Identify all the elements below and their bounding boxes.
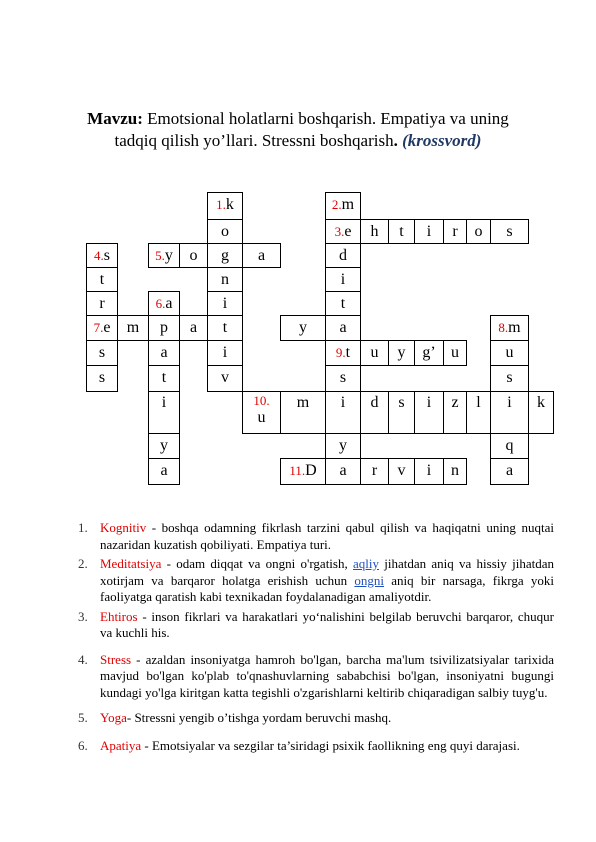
definitions-list	[78, 520, 555, 756]
cell-letter: y	[164, 247, 173, 264]
cell-letter: u	[451, 344, 459, 361]
crossword-cell	[148, 243, 180, 268]
cell-letter: u	[370, 344, 379, 361]
cell-letter: t	[340, 295, 346, 312]
cell-letter: d	[370, 394, 379, 411]
crossword-cell	[280, 391, 326, 434]
cell-letter: u	[505, 344, 514, 361]
crossword-cell	[414, 340, 444, 366]
cell-letter: r	[452, 223, 458, 240]
cell-letter: m	[341, 196, 355, 213]
crossword-cell	[148, 458, 180, 485]
cell-letter: o	[221, 223, 229, 240]
definition-term: Apatiya	[100, 737, 142, 753]
crossword-cell	[388, 391, 415, 434]
crossword-cell	[325, 291, 361, 316]
cell-letter: s	[103, 247, 110, 264]
crossword-cell	[148, 391, 180, 434]
definition-text: - boshqa odamning fikrlash tarzini qabul qilish va haqiqatni uning nuqtai nazaridan kuzatish qobiliyati. Empatiya turi.	[100, 520, 554, 552]
cell-letter: y	[299, 319, 307, 336]
crossword-cell	[388, 340, 415, 366]
cell-letter: g’	[422, 344, 436, 361]
definition-term: Ehtiros	[100, 608, 138, 624]
crossword-cell	[325, 458, 361, 485]
definition-text: jihatdan aniq va hissiy jihatdan xotirjam va barqaror holatga erishish uchun	[100, 556, 555, 588]
definition-term: Stress	[100, 651, 132, 667]
crossword-cell	[490, 433, 529, 459]
definition-number: 3.	[78, 608, 88, 624]
title-label: Mavzu:	[87, 109, 143, 128]
definition-item	[78, 520, 554, 553]
crossword-cell	[207, 192, 243, 220]
clue-number: 4.	[94, 248, 104, 263]
cell-letter: i	[426, 223, 432, 240]
cell-letter: o	[474, 223, 483, 240]
crossword-cell	[490, 391, 529, 434]
clue-number: 10.	[253, 393, 270, 408]
title-text-line2: tadqiq qilish yo’llari. Stressni boshqarish	[114, 131, 394, 150]
cell-letter: m	[126, 319, 140, 336]
cell-letter: t	[222, 319, 228, 336]
crossword-cell	[207, 365, 243, 392]
definition-item	[78, 556, 555, 606]
crossword-cell	[466, 391, 491, 434]
definition-number: 1.	[78, 520, 88, 535]
cell-letter: a	[160, 344, 168, 361]
cell-letter: D	[305, 462, 317, 479]
crossword-cell	[325, 365, 361, 392]
crossword-cell	[414, 219, 444, 244]
cell-letter: a	[339, 319, 347, 336]
crossword-cell	[388, 219, 415, 244]
cell-letter: n	[221, 271, 229, 288]
cell-letter: s	[339, 369, 347, 386]
cell-letter: y	[160, 437, 168, 454]
crossword-cell	[148, 433, 180, 459]
crossword-cell	[443, 219, 467, 244]
aqliy-link[interactable]: aqliy	[353, 556, 379, 571]
cell-letter: a	[160, 462, 168, 479]
crossword-cell	[207, 267, 243, 292]
definition-text: - inson fikrlari va harakatlari yo‘nalishini belgilab beruvchi barqaror, chuqur va kuchli his.	[100, 608, 554, 640]
definition-number: 6.	[78, 737, 88, 753]
crossword-cell	[148, 291, 180, 316]
crossword-cell	[414, 391, 444, 434]
crossword-cell	[179, 243, 208, 268]
crossword-cell	[490, 365, 529, 392]
definition-term: Meditatsiya	[100, 556, 162, 571]
crossword-cell	[148, 365, 180, 392]
definition-item	[78, 608, 554, 642]
cell-letter: a	[165, 295, 173, 312]
crossword-cell	[280, 315, 326, 341]
title-text-line1: Emotsional holatlarni boshqarish. Empatiya va uning	[147, 109, 509, 128]
crossword-cell	[360, 458, 389, 485]
clue-number: 8.	[498, 320, 509, 335]
cell-letter: n	[451, 462, 459, 479]
cell-letter: y	[339, 437, 347, 454]
cell-letter: q	[505, 437, 514, 454]
cell-letter: h	[370, 223, 379, 240]
crossword-cell	[86, 315, 118, 341]
clue-number: 7.	[93, 320, 104, 335]
cell-letter: r	[99, 295, 105, 312]
definition-item	[78, 736, 554, 756]
crossword-cell	[242, 391, 281, 434]
crossword-cell	[207, 315, 243, 341]
crossword-cell	[148, 340, 180, 366]
cell-letter: z	[451, 394, 459, 411]
definition-text: aniq bir narsaga, fikrga yoki faoliyatga qaratish kabi texnikadan foydalanadigan amaliyotdir.	[100, 572, 554, 604]
cell-letter: k	[225, 196, 234, 213]
cell-letter: a	[505, 462, 514, 479]
crossword-cell	[325, 219, 361, 244]
crossword-cell	[207, 243, 243, 268]
definition-term: Yoga	[100, 710, 127, 725]
definition-number: 2.	[78, 556, 88, 571]
cell-letter: t	[345, 344, 351, 361]
clue-number: 9.	[335, 345, 346, 360]
cell-letter: u	[257, 409, 266, 426]
cell-letter: s	[506, 223, 513, 240]
crossword-cell	[207, 291, 243, 316]
crossword-cell	[414, 458, 444, 485]
cell-letter: i	[426, 394, 432, 411]
cell-letter: v	[221, 369, 229, 386]
cell-letter: i	[222, 295, 228, 312]
document-title	[50, 108, 546, 152]
cell-letter: i	[222, 344, 228, 361]
crossword-cell	[86, 365, 118, 392]
cell-letter: i	[340, 394, 346, 411]
definition-item	[78, 710, 554, 727]
definition-number: 4.	[78, 651, 88, 667]
crossword-cell	[360, 340, 389, 366]
crossword-cell	[528, 391, 554, 434]
clue-number: 3.	[334, 224, 345, 239]
definition-text: - Stressni yengib o’tishga yordam beruvchi mashq.	[126, 710, 392, 725]
definition-text: - Emotsiyalar va sezgilar ta’siridagi psixik faollikning eng quyi darajasi.	[141, 737, 520, 753]
cell-letter: a	[189, 319, 198, 336]
cell-letter: a	[257, 247, 266, 264]
clue-number: 5.	[155, 248, 165, 263]
cell-letter: e	[344, 223, 352, 240]
definition-text: - odam diqqat va ongni o'rgatish,	[161, 556, 353, 571]
crossword-cell	[148, 315, 180, 341]
cell-letter: m	[296, 394, 310, 411]
crossword-cell	[443, 340, 467, 366]
crossword-cell	[490, 315, 529, 341]
cell-letter: g	[221, 247, 229, 264]
clue-number: 11.	[289, 463, 306, 478]
crossword-cell	[325, 433, 361, 459]
cell-letter: l	[476, 394, 481, 411]
crossword-cell	[117, 315, 149, 341]
cell-letter: i	[507, 394, 512, 411]
crossword-cell	[86, 267, 118, 292]
cell-letter: y	[397, 344, 406, 361]
crossword-cell	[325, 267, 361, 292]
cell-letter: o	[189, 247, 198, 264]
crossword-cell	[242, 243, 281, 268]
definition-term: Kognitiv	[100, 520, 147, 535]
crossword-cell	[360, 391, 389, 434]
cell-letter: m	[508, 319, 521, 336]
crossword-cell	[388, 458, 415, 485]
crossword-cell	[490, 458, 529, 485]
cell-letter: s	[98, 344, 106, 361]
crossword-cell	[207, 219, 243, 244]
crossword-cell	[86, 340, 118, 366]
crossword-cell	[325, 315, 361, 341]
cell-letter: t	[161, 369, 167, 386]
clue-number: 1.	[216, 197, 226, 212]
crossword-cell	[280, 458, 326, 485]
crossword-cell	[466, 219, 491, 244]
cell-letter: s	[98, 369, 106, 386]
crossword-cell	[443, 391, 467, 434]
crossword-cell	[207, 340, 243, 366]
crossword-cell	[360, 219, 389, 244]
crossword-cell	[325, 243, 361, 268]
definition-text: - azaldan insoniyatga hamroh bo'lgan, barcha ma'lum tsivilizatsiyalar tarixida mavjud bo'lgan ko'plab to'qnashuvlarning sababchisi bo'lgan, insoniyatni bugungi kundagi yo'lga kiritgan katta tegishli o'zgarishlarni keltirib chiqaradigan salbiy tuyg'u.	[100, 651, 554, 700]
crossword-cell	[490, 340, 529, 366]
cell-letter: p	[160, 319, 168, 336]
cell-letter: s	[506, 369, 513, 386]
clue-number: 2.	[331, 197, 342, 212]
cell-letter: d	[339, 247, 347, 264]
crossword-cell	[490, 219, 529, 244]
cell-letter: v	[397, 462, 406, 479]
title-krossvord: (krossvord)	[402, 131, 482, 150]
crossword-cell	[443, 458, 467, 485]
crossword-cell	[86, 243, 118, 268]
cell-letter: s	[398, 394, 405, 411]
crossword-cell	[325, 192, 361, 220]
cell-letter: i	[426, 462, 432, 479]
title-dot: .	[393, 131, 398, 150]
crossword-cell	[86, 291, 118, 316]
cell-letter: a	[339, 462, 347, 479]
cell-letter: k	[537, 394, 545, 411]
cell-letter: e	[103, 319, 111, 336]
crossword-cell	[325, 391, 361, 434]
crossword-cell	[179, 315, 208, 341]
cell-letter: t	[399, 223, 404, 240]
cell-letter: r	[371, 462, 378, 479]
ongni-link[interactable]: ongni	[354, 572, 384, 588]
cell-letter: i	[340, 271, 346, 288]
cell-letter: i	[161, 394, 167, 411]
definition-item	[78, 651, 554, 702]
crossword-cell	[325, 340, 361, 366]
clue-number: 6.	[155, 296, 166, 311]
definition-number: 5.	[78, 710, 88, 725]
cell-letter: t	[99, 271, 105, 288]
